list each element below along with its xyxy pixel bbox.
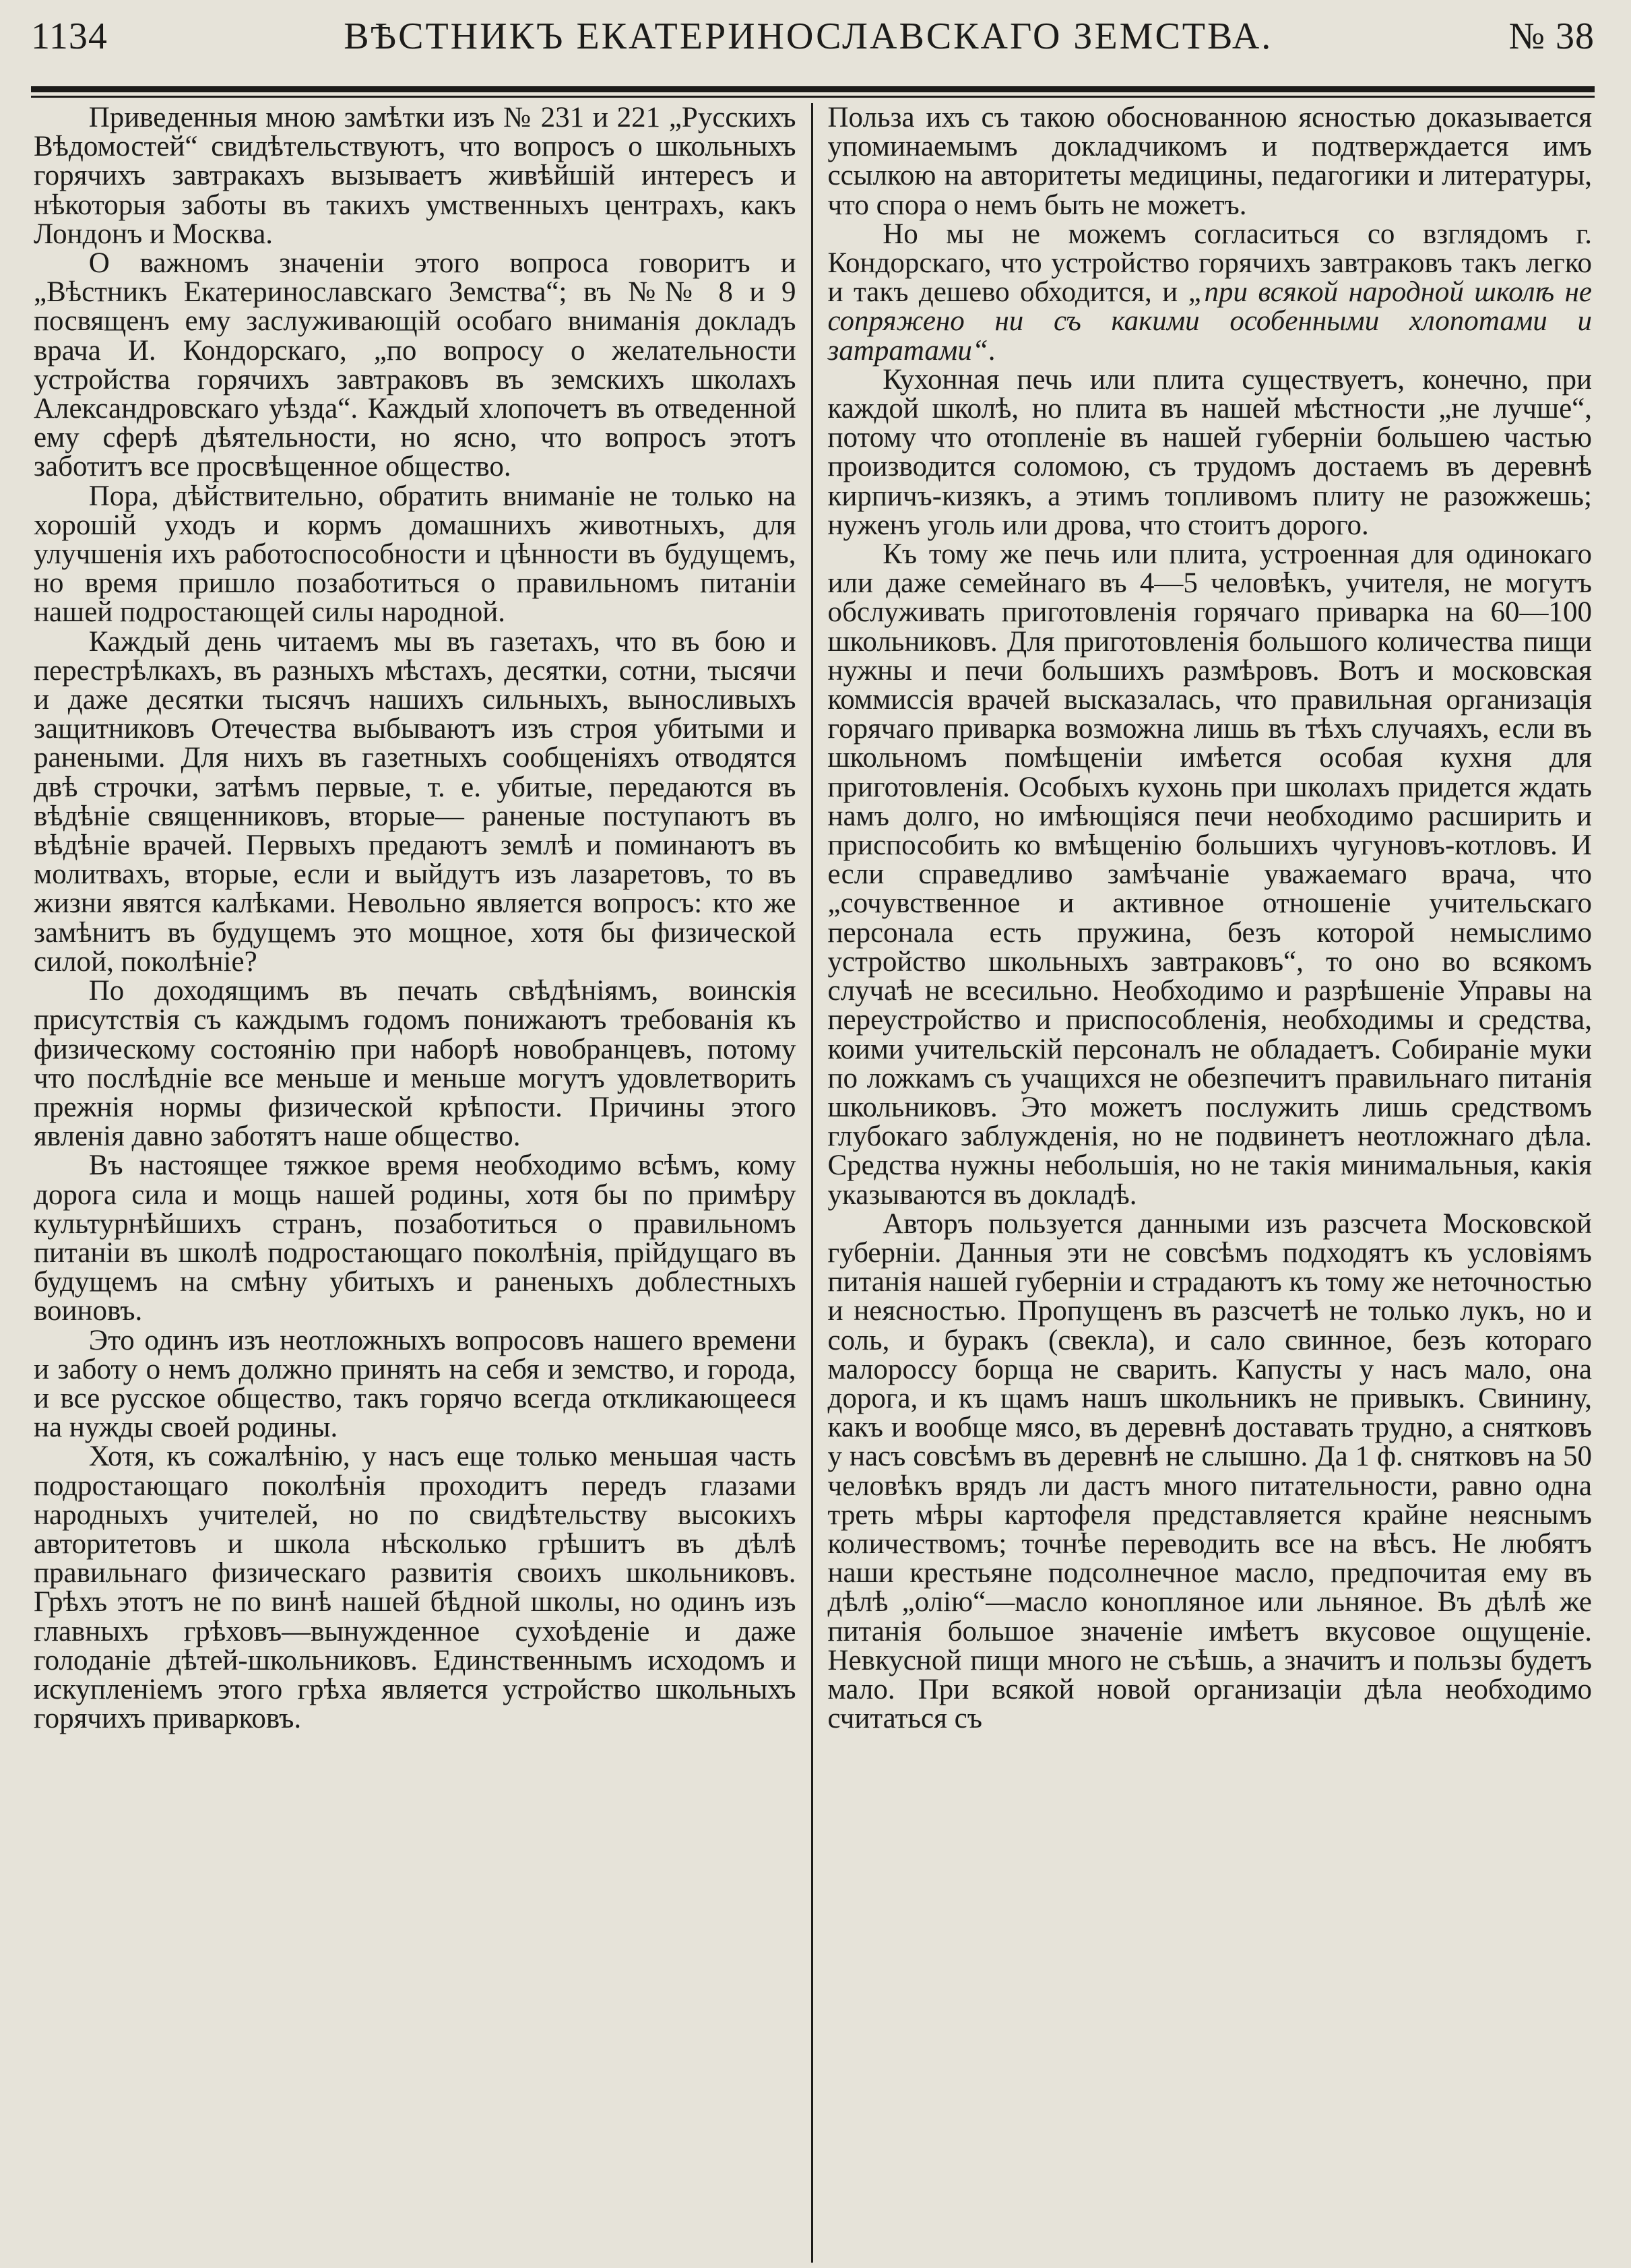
page-header (31, 15, 1595, 70)
paragraph-lead: Но мы не можемъ согласиться со взглядомъ г. Кондорскаго, что устройство горячихъ завтраковъ такъ легко и такъ дешево обходится, и (827, 218, 1592, 309)
paragraph: Каждый день читаемъ мы въ газетахъ, что въ бою и перестрѣлкахъ, въ разныхъ мѣстахъ, десятки, сотни, тысячи и даже десятки тысячъ нашихъ сильныхъ, выносливыхъ защитниковъ Отечества выбываютъ изъ строя убитыми и ранеными. Для нихъ въ газетныхъ сообщеніяхъ отводятся двѣ строчки, затѣмъ первые, т. е. убитые, передаются въ вѣдѣніе священниковъ, вторые— раненые поступаютъ въ вѣдѣніе врачей. Первыхъ предаютъ землѣ и поминаютъ въ молитвахъ, вторые, если и выйдутъ изъ лазаретовъ, то въ жизни явятся калѣками. Невольно является вопросъ: кто же замѣнитъ въ будущемъ это мощное, хотя бы физической силой, поколѣніе? (34, 625, 796, 978)
paragraph-with-quote (828, 220, 1593, 365)
paragraph: Это одинъ изъ неотложныхъ вопросовъ нашего времени и заботу о немъ должно принять на себя и земство, и города, и все русское общество, такъ горячо всегда откликающееся на нужды своей родины. (34, 1324, 796, 1444)
header-rule-thin (31, 96, 1595, 98)
right-column (813, 103, 1595, 2263)
paragraph: Польза ихъ съ такою обоснованною ясностью доказывается упоминаемымъ докладчикомъ и подтверждается имъ ссылкою на авторитеты медицины, педагогики и литературы, что спора о немъ быть не можетъ. (827, 103, 1592, 221)
paragraph: Къ тому же печь или плита, устроенная для одинокаго или даже семейнаго въ 4—5 человѣкъ, учителя, не могутъ обслуживать приготовленія горячаго приварка на 60—100 школьниковъ. Для приготовленія большого количества пищи нужны и печи большихъ размѣровъ. Вотъ и московская коммиссія врачей высказалась, что правильная организація горячаго приварка возможна лишь въ тѣхъ случаяхъ, если въ школьномъ помѣщеніи имѣется особая кухня для приготовленія. Особыхъ кухонь при школахъ придется ждать намъ долго, но имѣющіяся печи необходимо расширить и приспособить ко вмѣщенію большихъ чугуновъ-котловъ. И если справедливо замѣчаніе уважаемаго врача, что „сочувственное и активное отношеніе учительскаго персонала есть пружина, безъ которой немыслимо устройство школьныхъ завтраковъ“, то оно во всякомъ случаѣ не всесильно. Необходимо и разрѣшеніе Управы на переустройство и приспособленія, необходимы и средства, коими учительскій персоналъ не обладаетъ. Собираніе муки по ложкамъ съ учащихся не обезпечитъ правильнаго питанія школьниковъ. Это можетъ послужить лишь средствомъ глубокаго заблужденія, но не подвинетъ неотложнаго дѣла. Средства нужны небольшія, но не такія минимальныя, какія указываются въ докладѣ. (827, 538, 1592, 1211)
paragraph-tail: . (988, 334, 996, 367)
issue-number: № 38 (1508, 15, 1595, 57)
paragraph: Въ настоящее тяжкое время необходимо всѣмъ, кому дорога сила и мощь нашей родины, хотя бы по примѣру культурнѣйшихъ странъ, позаботиться о правильномъ питаніи въ школѣ подростающаго поколѣнія, прійдущаго въ будущемъ на смѣну убитыхъ и раненыхъ доблестныхъ воиновъ. (34, 1149, 796, 1327)
text-columns (31, 103, 1595, 2263)
paragraph: Авторъ пользуется данными изъ разсчета Московской губерніи. Данныя эти не совсѣмъ подходятъ къ условіямъ питанія нашей губерніи и страдаютъ къ тому же неточностью и неясностью. Пропущенъ въ разсчетѣ не только лукъ, но и соль, и буракъ (свекла), и сало свинное, безъ котораго малороссу борща не сварить. Капусты у насъ мало, она дорога, и къ щамъ нашъ школьникъ не привыкъ. Свинину, какъ и вообще мясо, въ деревнѣ доставать трудно, а снятковъ у насъ совсѣмъ въ деревнѣ не слышно. Да 1 ф. снятковъ на 50 человѣкъ врядъ ли дастъ много питательности, равно одна треть мѣры картофеля представляется крайне неяснымъ количествомъ; точнѣе переводить все на вѣсъ. Не любятъ наши крестьяне подсолнечное масло, предпочитая ему въ дѣлѣ „олію“—масло конопляное или льняное. Въ дѣлѣ же питанія большое значеніе имѣетъ вкусовое ощущеніе. Невкусной пищи много не съѣшь, а значитъ и пользы будетъ мало. При всякой новой организаціи дѣла необходимо считаться съ (827, 1207, 1592, 1735)
paragraph: Пора, дѣйствительно, обратить вниманіе не только на хорошій уходъ и кормъ домашнихъ животныхъ, для улучшенія ихъ работоспособности и цѣнности въ будущемъ, но время пришло позаботиться о правильномъ питаніи нашей подростающей силы народной. (34, 480, 796, 629)
journal-title: ВѢСТНИКЪ ЕКАТЕРИНОСЛАВСКАГО ЗЕМСТВА. (344, 15, 1273, 57)
left-column (31, 103, 813, 2263)
page-number: 1134 (31, 15, 108, 57)
paragraph: О важномъ значеніи этого вопроса говоритъ и „Вѣстникъ Екатеринославскаго Земства“; въ №№ 8 и 9 посвященъ ему заслуживающій особаго вниманія докладъ врача И. Кондорскаго, „по вопросу о желательности устройства горячихъ завтраковъ въ земскихъ школахъ Александровскаго уѣзда“. Каждый хлопочетъ въ отведенной ему сферѣ дѣятельности, но ясно, что вопросъ этотъ заботитъ все просвѣщенное общество. (34, 247, 796, 483)
paragraph: По доходящимъ въ печать свѣдѣніямъ, воинскія присутствія съ каждымъ годомъ понижаютъ требованія къ физическому состоянію при наборѣ новобранцевъ, потому что послѣдніе все меньше и меньше могутъ удовлетворить прежнія нормы физической крѣпости. Причины этого явленія давно заботятъ наше общество. (34, 975, 796, 1153)
italic-quote: „при всякой народной школѣ не сопряжено ни съ какими особенными хлопотами и затратами“ (827, 276, 1593, 367)
paragraph: Кухонная печь или плита существуетъ, конечно, при каждой школѣ, но плита въ нашей мѣстности „не лучше“, потому что отопленіе въ нашей губерніи большею частью производится соломою, съ трудомъ достаемъ въ деревнѣ кирпичъ-кизякъ, а этимъ топливомъ плиту не разожжешь; нуженъ уголь или дрова, что стоитъ дорого. (827, 363, 1592, 541)
paragraph: Приведенныя мною замѣтки изъ № 231 и 221 „Русскихъ Вѣдомостей“ свидѣтельствуютъ, что вопросъ о школьныхъ горячихъ завтракахъ вызываетъ живѣйшій интересъ и нѣкоторыя заботы въ такихъ умственныхъ центрахъ, какъ Лондонъ и Москва. (34, 103, 796, 250)
header-rule-thick (31, 86, 1595, 92)
paragraph: Хотя, къ сожалѣнію, у насъ еще только меньшая часть подростающаго поколѣнія проходитъ передъ глазами народныхъ учителей, но по свидѣтельству высокихъ авторитетовъ и школа нѣсколько грѣшитъ въ дѣлѣ правильнаго физическаго развитія своихъ школьниковъ. Грѣхъ этотъ не по винѣ нашей бѣдной школы, но одинъ изъ главныхъ грѣховъ—вынужденное сухоѣденіе и даже голоданіе дѣтей-школьниковъ. Единственнымъ исходомъ и искупленіемъ этого грѣха является устройство школьныхъ горячихъ приварковъ. (34, 1441, 796, 1735)
